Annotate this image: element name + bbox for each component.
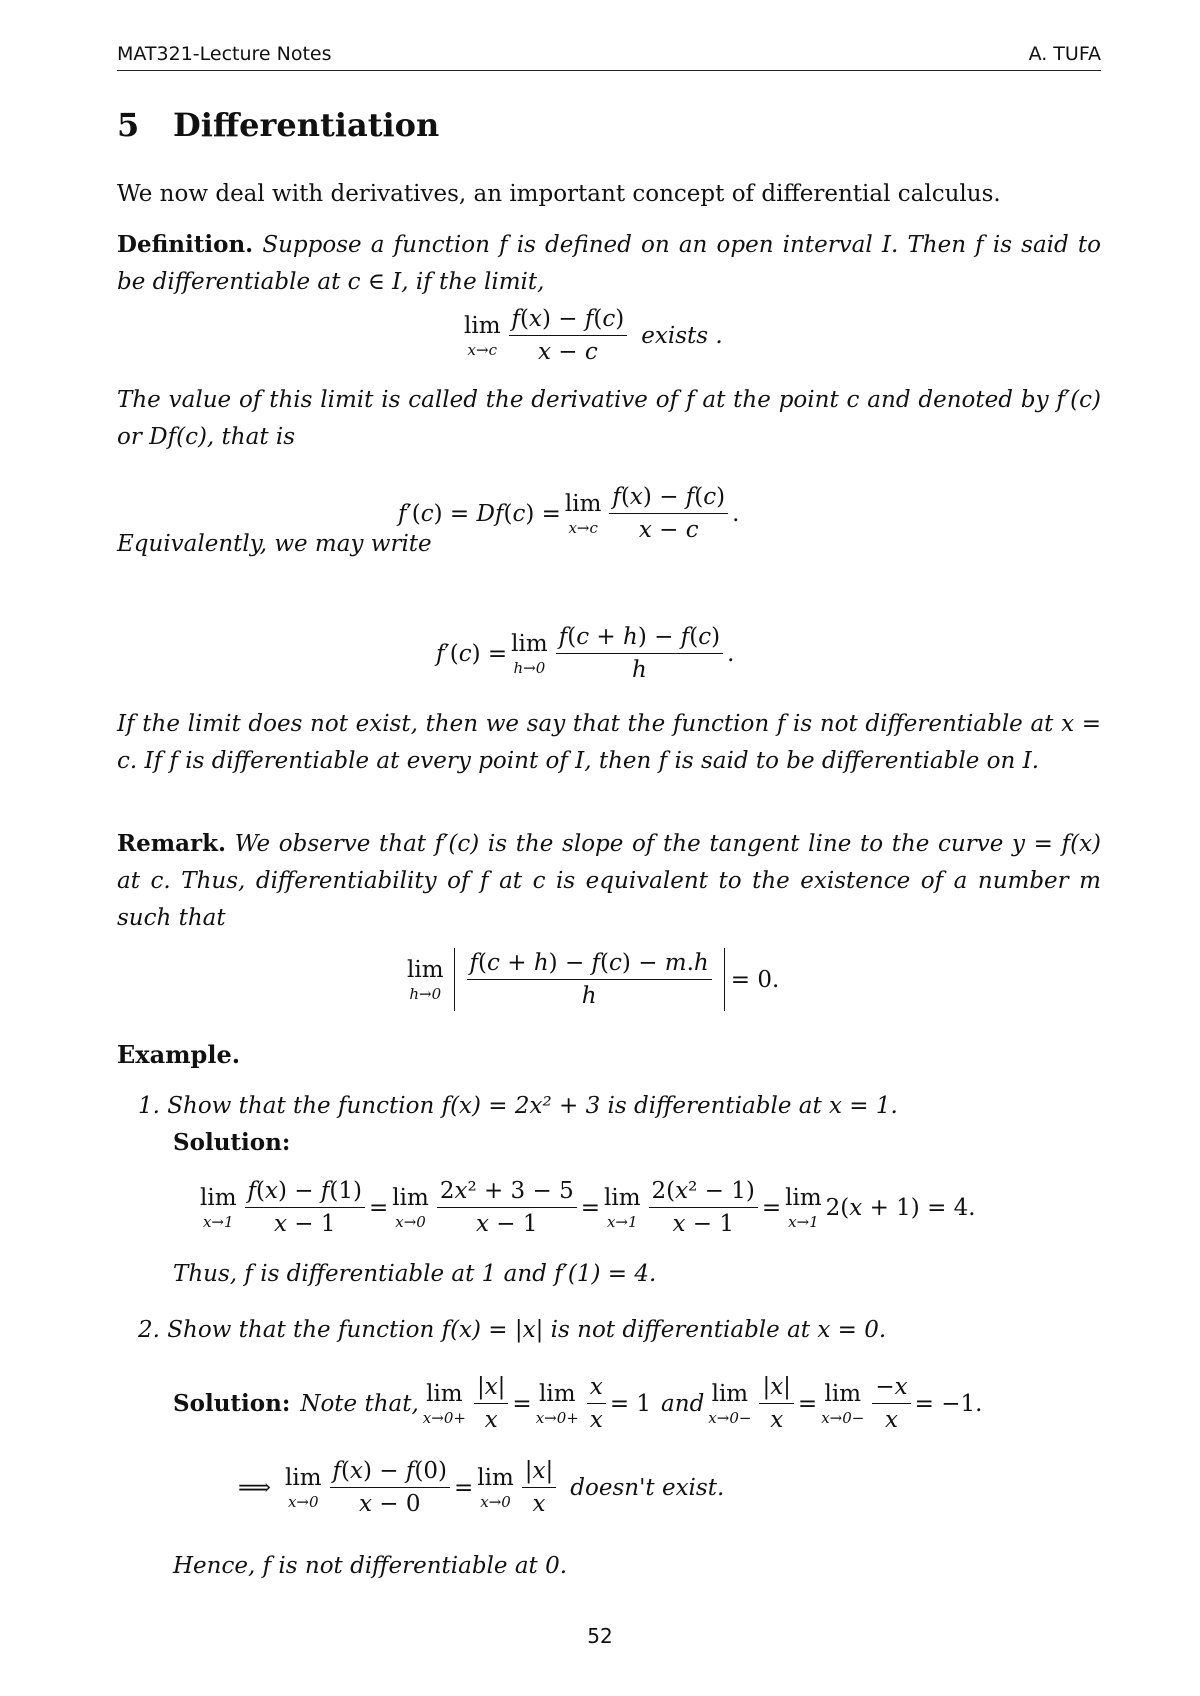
example-label: Example. xyxy=(117,1040,241,1069)
example-2-and: and xyxy=(661,1390,705,1417)
example-2-solution-label: Solution: xyxy=(173,1390,291,1417)
equivalently-text: Equivalently, we may write xyxy=(117,531,432,557)
definition-text: Suppose a function f is defined on an open interval I. Then f is said to be differentiable at c ∈ I, if the limit, xyxy=(117,232,1101,295)
intro-paragraph: We now deal with derivatives, an important concept of differential calculus. xyxy=(117,181,1001,207)
derivative-definition-text: The value of this limit is called the derivative of f at the point c and denoted by f′(c) or Df(c), that is xyxy=(117,387,1101,450)
example-2-marker: 2. xyxy=(138,1317,160,1343)
example-2-statement xyxy=(138,1312,1098,1349)
example-2-conclusion: Hence, f is not differentiable at 0. xyxy=(173,1553,568,1579)
remark-label: Remark. xyxy=(117,830,227,857)
example-1-marker: 1. xyxy=(138,1093,160,1119)
example-2-note: Note that, xyxy=(300,1390,419,1417)
header-course: MAT321-Lecture Notes xyxy=(117,43,332,65)
formula-suffix: exists . xyxy=(641,322,723,349)
example-1-conclusion: Thus, f is differentiable at 1 and f′(1) = 4. xyxy=(173,1261,657,1287)
section-number: 5 xyxy=(117,106,140,144)
remark-paragraph xyxy=(117,825,1101,937)
example-1-formula: lim x→1 $\frac{f(x) - f(1)}{x - 1}$ = lim x→0 $\frac{\text{2x² + 3 − 5}}{x - 1}$ = lim x→1 $\frac{\text{2(x² − 1)}}{x - 1}$ = lim x→1 2(x + 1) = 4. xyxy=(200,1178,976,1237)
example-2-solution-line: Solution: Note that, lim x→0+ $\frac{|x|}{x}$ = lim x→0+ $\frac{x}{x}$ = 1 and lim x→0− $\frac{|x|}{x}$ = lim x→0− $\frac{-x}{x}$ = −1. xyxy=(173,1374,983,1433)
remark-text: We observe that f′(c) is the slope of the tangent line to the curve y = f(x) at c. Thus, differentiability of f at c is equivalent to the existence of a number m such that xyxy=(117,831,1102,931)
example-2-implication: ⟹ lim x→0 $\frac{f(x) - f(0)}{x - 0}$ = lim x→0 $\frac{|x|}{x}$ doesn't exist. xyxy=(238,1458,725,1517)
section-title: Differentiation xyxy=(173,106,440,144)
formula-derivative: f′(c) = Df(c) = lim x→c $\frac{f(x) - f(c)}{x - c}$ . xyxy=(398,484,740,543)
formula-slope: lim h→0 $\frac{f(c + h) - f(c) - m.h}{h}$ = 0. xyxy=(407,950,780,1009)
not-differentiable-text: If the limit does not exist, then we say that the function f is not differentiable at x = c. If f is differentiable at every point of I, then f is said to be differentiable on I. xyxy=(117,711,1101,774)
section-heading xyxy=(117,106,439,144)
formula-derivative-h: f′(c) = lim h→0 $\frac{f(c + h) - f(c)}{h}$ . xyxy=(436,624,735,683)
example-1-solution-label: Solution: xyxy=(173,1129,291,1156)
formula-limit-exists: lim x→c $\frac{f(x) - f(c)}{x - c}$ exists . xyxy=(464,306,723,365)
definition-label: Definition. xyxy=(117,231,254,258)
page-number: 52 xyxy=(587,1624,613,1648)
example-2-text: Show that the function f(x) = |x| is not differentiable at x = 0. xyxy=(167,1317,887,1343)
page-header xyxy=(117,40,1101,71)
example-2-doesnt-exist: doesn't exist. xyxy=(570,1474,725,1501)
definition-paragraph xyxy=(117,226,1101,301)
example-1-text: Show that the function f(x) = 2x² + 3 is differentiable at x = 1. xyxy=(167,1093,898,1119)
example-1-statement xyxy=(138,1088,1098,1125)
header-author: A. TUFA xyxy=(1028,43,1101,65)
